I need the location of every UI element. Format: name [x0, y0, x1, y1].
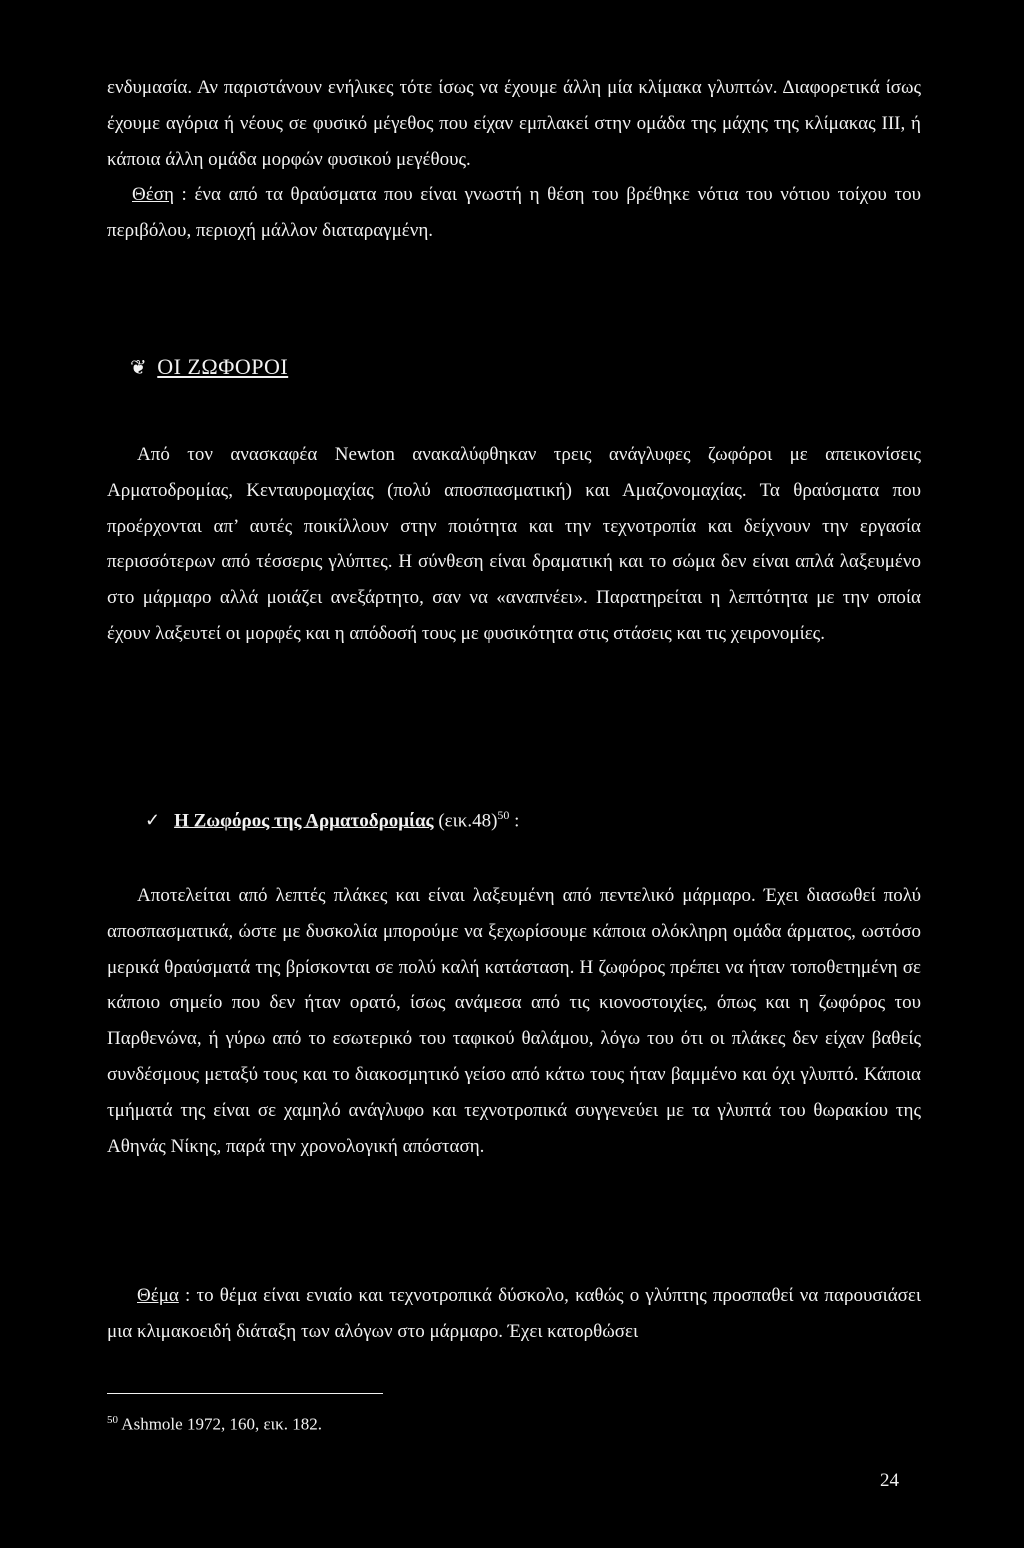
- section-heading: [130, 354, 288, 380]
- intro-paragraph: [107, 70, 921, 249]
- ornament-bullet-icon: ❦: [130, 357, 148, 379]
- position-text: : ένα από τα θραύσματα που είναι γνωστή η θέση του βρέθηκε νότια του νότιου τοίχου του περιβόλου, περιοχή μάλλον διαταραγμένη.: [107, 184, 921, 242]
- subsection-heading: [145, 800, 519, 836]
- theme-text: : το θέμα είναι ενιαίο και τεχνοτροπικά δύσκολο, καθώς ο γλύπτης προσπαθεί να παρουσιάσει μια κλιμακοειδή διάταξη των αλόγων στο μάρμαρο. Έχει κατορθώσει: [107, 1285, 921, 1342]
- footnote: [107, 1409, 322, 1436]
- footnote-mark: 50: [497, 808, 510, 822]
- theme-label: Θέμα: [137, 1285, 179, 1306]
- footnote-divider: [107, 1393, 383, 1394]
- position-label: Θέση: [132, 184, 174, 206]
- subsection-suffix: :: [509, 810, 520, 832]
- friezes-text: Από τον ανασκαφέα Newton ανακαλύφθηκαν τρεις ανάγλυφες ζωφόροι με απεικονίσεις Αρματοδρομίας, Κενταυρομαχίας (πολύ αποσπασματική) και Αμαζονομαχίας. Τα θραύσματα που προέρχονται απ’ αυτές ποικίλλουν στην ποιότητα και την τεχνοτροπία και δείχνουν την εργασία περισσότερων από τέσσερις γλύπτες. Η σύνθεση είναι δραματική και το σώμα δεν είναι απλά λαξευμένο στο μάρμαρο αλλά μοιάζει ανεξάρτητο, σαν να «αναπνέει». Παρατηρείται η λεπτότητα με την οποία έχουν λαξευτεί οι μορφές και η απόδοσή τους με φυσικότητα στις στάσεις και τις χειρονομίες.: [107, 444, 921, 644]
- page-number: 24: [880, 1470, 899, 1491]
- subsection-title: Η Ζωφόρος της Αρματοδρομίας: [174, 810, 434, 832]
- figure-ref: (εικ.48): [433, 810, 498, 832]
- footnote-text: Ashmole 1972, 160, εικ. 182.: [118, 1414, 322, 1434]
- intro-text: ενδυμασία. Αν παριστάνουν ενήλικες τότε ίσως να έχουμε άλλη μία κλίμακα γλυπτών. Διαφορετικά ίσως έχουμε αγόρια ή νέους σε φυσικό μέγεθος που είχαν εμπλακεί στην ομάδα της μάχης της κλίμακας ΙΙΙ, ή κάποια άλλη ομάδα μορφών φυσικού μεγέθους.: [107, 77, 921, 170]
- chariot-frieze-paragraph: [107, 878, 921, 1164]
- theme-paragraph: [107, 1278, 921, 1350]
- chariot-frieze-text: Αποτελείται από λεπτές πλάκες και είναι λαξευμένη από πεντελικό μάρμαρο. Έχει διασωθεί πολύ αποσπασματικά, ώστε με δυσκολία μπορούμε να ξεχωρίσουμε κάποια ολόκληρη ομάδα άρματος, ωστόσο μερικά θραύσματά της βρίσκονται σε πολύ καλή κατάσταση. Η ζωφόρος πρέπει να ήταν τοποθετημένη σε κάποιο σημείο που δεν ήταν ορατό, ίσως ανάμεσα από τις κιονοστοιχίες, όπως και η ζωφόρος του Παρθενώνα, ή γύρω από το εσωτερικό του ταφικού θαλάμου, λόγω του ότι οι πλάκες δεν είχαν βαθείς συνδέσμους μεταξύ τους και το διακοσμητικό γείσο από κάτω τους ήταν βαμμένο και όχι γλυπτό. Κάποια τμήματά της είναι σε χαμηλό ανάγλυφο και τεχνοτροπικά συγγενεύει με τα γλυπτά του θωρακίου της Αθηνάς Νίκης, παρά την χρονολογική απόσταση.: [107, 885, 921, 1157]
- footnote-number: 50: [107, 1414, 118, 1426]
- friezes-paragraph: [107, 437, 921, 652]
- check-mark-icon: ✓: [145, 810, 161, 831]
- section-title: ΟΙ ΖΩΦΟΡΟΙ: [157, 354, 289, 379]
